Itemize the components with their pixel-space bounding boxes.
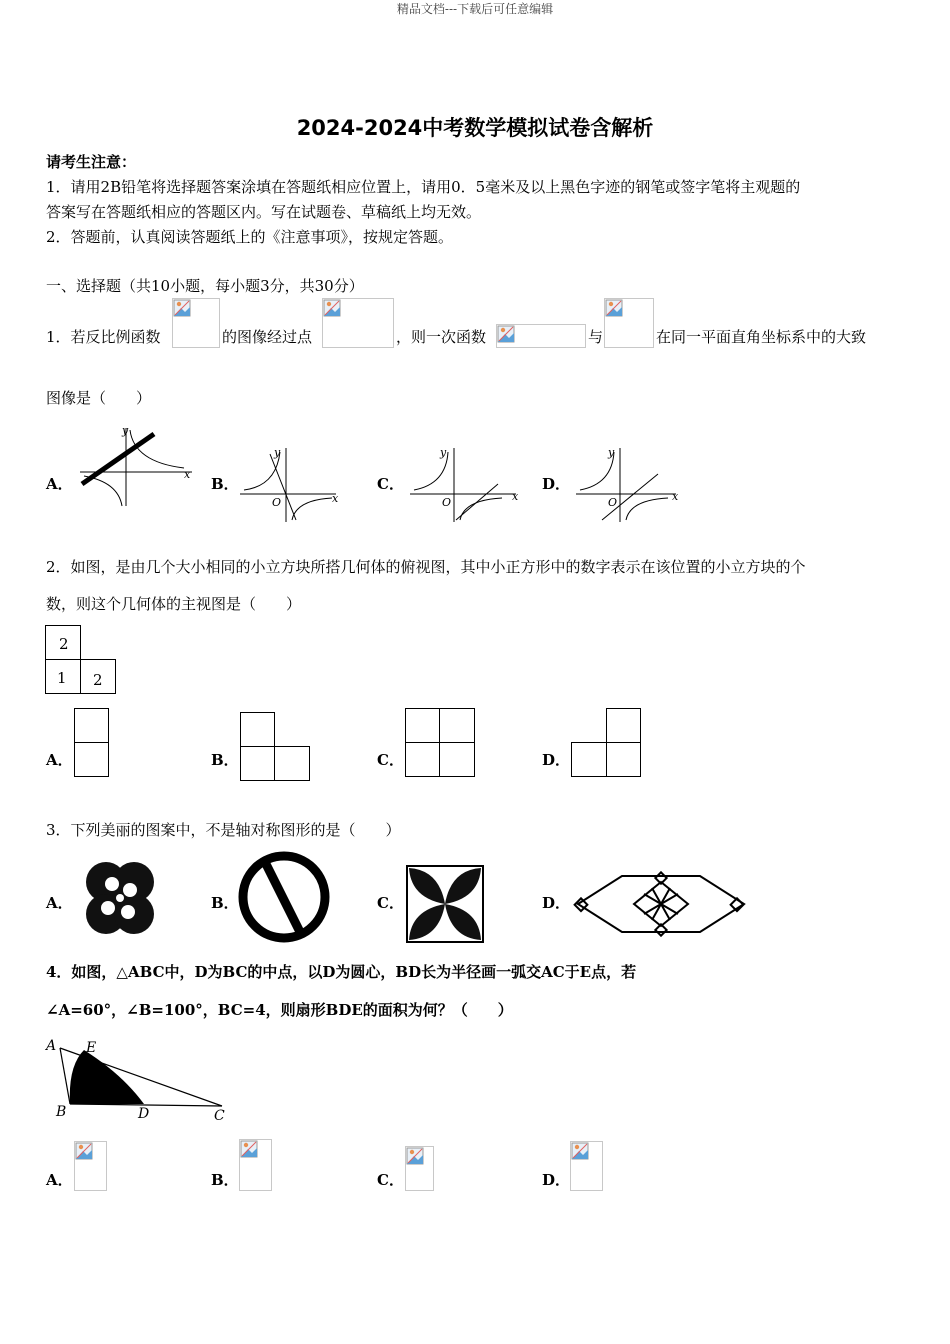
q1c-x-label: x xyxy=(512,490,519,503)
q1-formula-image xyxy=(172,298,220,348)
q1-graph-b xyxy=(236,444,346,524)
q1d-y-label: y xyxy=(608,446,615,459)
q2-option-b-label: B． xyxy=(211,751,239,769)
q2-option-a-label: A． xyxy=(46,751,73,769)
q2-grid-cell-3: 2 xyxy=(93,671,103,689)
q2-option-c-figure xyxy=(405,708,477,778)
q1-text-5: 在同一平面直角坐标系中的大致 xyxy=(656,328,867,346)
q1-text-2: 的图像经过点 xyxy=(222,328,313,346)
q3-option-d-label: D． xyxy=(542,894,571,912)
broken-image-icon xyxy=(571,1142,589,1160)
q3-option-d-pattern xyxy=(574,870,748,940)
q4-option-d-label: D． xyxy=(542,1171,571,1189)
broken-image-icon xyxy=(323,299,341,317)
q1c-origin-label: O xyxy=(442,496,452,509)
q1-text-1: 1．若反比例函数 xyxy=(46,328,161,346)
q2-top-view-grid xyxy=(45,625,117,695)
notice-line-1a: 1．请用2B铅笔将选择题答案涂填在答题纸相应位置上，请用0．5毫米及以上黑色字迹的钢笔或签字笔将主观题的 xyxy=(46,178,801,196)
section-heading: 一、选择题（共10小题，每小题3分，共30分） xyxy=(46,277,364,295)
notice-line-2: 2．答题前，认真阅读答题纸上的《注意事项》，按规定答题。 xyxy=(46,228,454,246)
q1-option-a-label: A． xyxy=(46,475,73,493)
q2-grid-cell-2: 1 xyxy=(57,669,67,687)
q3-text-1: 3．下列美丽的图案中，不是轴对称图形的是（ ） xyxy=(46,821,401,839)
page-header: 精品文档---下载后可任意编辑 xyxy=(396,2,554,16)
q4-triangle-figure xyxy=(42,1036,234,1122)
q1-graph-a xyxy=(76,422,196,512)
q4-option-c-image xyxy=(405,1146,434,1191)
q4-label-b: B xyxy=(56,1104,67,1120)
q3-option-a-pattern xyxy=(78,860,162,940)
q4-label-a: A xyxy=(46,1038,57,1054)
q4-text-2: ∠A=60°，∠B=100°，BC=4，则扇形BDE的面积为何？（ ） xyxy=(46,1001,513,1019)
notice-line-1b: 答案写在答题纸相应的答题区内。写在试题卷、草稿纸上均无效。 xyxy=(46,203,482,221)
broken-image-icon xyxy=(605,299,623,317)
q1c-y-label: y xyxy=(440,446,447,459)
q2-option-d-figure xyxy=(571,708,643,778)
q1b-x-label: x xyxy=(332,492,339,505)
q4-option-c-label: C． xyxy=(377,1171,404,1189)
q4-option-a-image xyxy=(74,1141,107,1191)
q4-option-b-image xyxy=(239,1139,272,1191)
q2-grid-cell-1: 2 xyxy=(59,635,69,653)
q2-option-a-figure xyxy=(74,708,110,778)
q1-text-3: ，则一次函数 xyxy=(396,328,487,346)
q1-graph-c xyxy=(406,444,522,524)
q2-option-c-label: C． xyxy=(377,751,404,769)
notice-heading: 请考生注意： xyxy=(46,153,137,171)
q1-option-b-label: B． xyxy=(211,475,239,493)
q3-option-b-label: B． xyxy=(211,894,239,912)
q1-linear-image xyxy=(496,324,586,348)
q1a-x-label: x xyxy=(184,468,191,481)
q1-text-4: 与 xyxy=(588,328,604,346)
page-title: 2024-2024中考数学模拟试卷含解析 xyxy=(296,116,654,140)
q4-text-1: 4．如图，△ABC中，D为BC的中点，以D为圆心，BD长为半径画一弧交AC于E点，若 xyxy=(46,963,637,981)
q1-option-d-label: D． xyxy=(542,475,571,493)
q2-text-1: 2．如图，是由几个大小相同的小立方块所搭几何体的俯视图，其中小正方形中的数字表示在该位置的小立方块的个 xyxy=(46,558,806,576)
q2-option-b-figure xyxy=(240,712,312,782)
q1a-y-label: y xyxy=(122,424,129,437)
q2-text-2: 数，则这个几何体的主视图是（ ） xyxy=(46,595,302,613)
q4-label-d: D xyxy=(138,1106,150,1122)
q1-inverse-image xyxy=(604,298,654,348)
q1-option-c-label: C． xyxy=(377,475,404,493)
q4-option-a-label: A． xyxy=(46,1171,73,1189)
q1b-origin-label: O xyxy=(272,496,282,509)
broken-image-icon xyxy=(406,1147,424,1165)
broken-image-icon xyxy=(173,299,191,317)
q1d-x-label: x xyxy=(672,490,679,503)
q4-label-e: E xyxy=(86,1040,97,1056)
q1-graph-d xyxy=(572,444,682,524)
q3-option-b-pattern xyxy=(236,850,332,944)
q3-option-a-label: A． xyxy=(46,894,73,912)
q1d-origin-label: O xyxy=(608,496,618,509)
q1-text-6: 图像是（ ） xyxy=(46,389,152,407)
q2-option-d-label: D． xyxy=(542,751,571,769)
q1b-y-label: y xyxy=(274,446,281,459)
q4-option-d-image xyxy=(570,1141,603,1191)
q3-option-c-pattern xyxy=(405,864,485,944)
broken-image-icon xyxy=(75,1142,93,1160)
broken-image-icon xyxy=(497,325,515,343)
q4-label-c: C xyxy=(214,1108,225,1124)
q3-option-c-label: C． xyxy=(377,894,404,912)
q1-point-image xyxy=(322,298,394,348)
broken-image-icon xyxy=(240,1140,258,1158)
q4-option-b-label: B． xyxy=(211,1171,239,1189)
